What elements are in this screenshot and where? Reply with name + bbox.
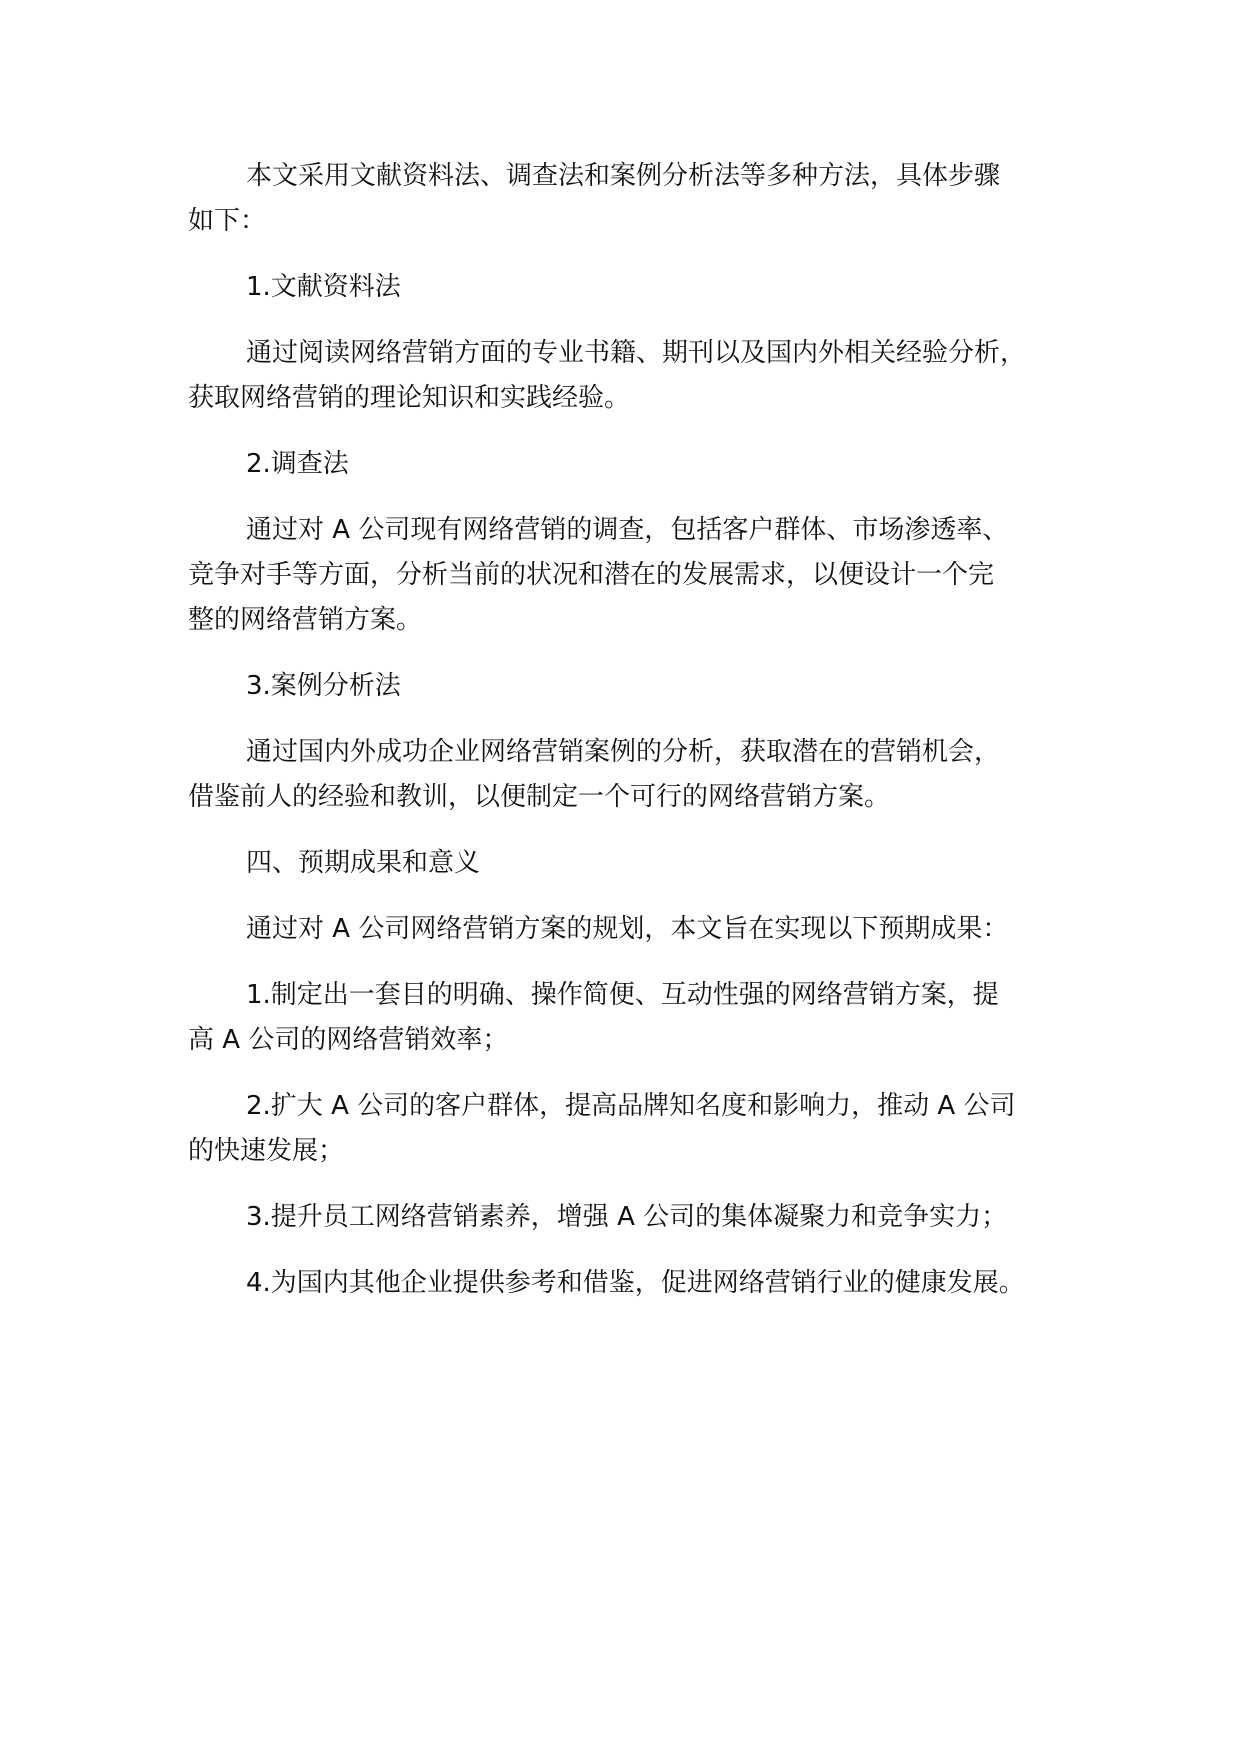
heading-expected-results [188,841,1088,886]
paragraph-line: 通过国内外成功企业网络营销案例的分析，获取潜在的营销机会， [246,737,1001,767]
paragraph-survey-method [188,508,1088,643]
document-body [188,154,1088,1306]
paragraph-line: 本文采用文献资料法、调查法和案例分析法等多种方法，具体步骤 [246,161,1001,191]
paragraph-line: 1.文献资料法 [246,272,401,302]
paragraph-line: 2.调查法 [246,449,349,479]
paragraph-line: 1.制定出一套目的明确、操作简便、互动性强的网络营销方案，提 [246,980,999,1010]
paragraph-line: 如下： [188,206,267,236]
paragraph-line: 整的网络营销方案。 [188,605,423,635]
heading-case-method [188,664,1088,709]
result-item-2 [188,1084,1088,1174]
heading-survey-method [188,442,1088,487]
result-item-3 [188,1195,1088,1240]
paragraph-line: 的快速发展； [188,1136,345,1166]
paragraph-expected-intro [188,907,1088,952]
paragraph-line: 四、预期成果和意义 [246,848,481,878]
result-item-4 [188,1261,1088,1306]
paragraph-line: 2.扩大 A 公司的客户群体，提高品牌知名度和影响力，推动 A 公司 [246,1091,1016,1121]
paragraph-literature-method [188,331,1088,421]
paragraph-line: 4.为国内其他企业提供参考和借鉴，促进网络营销行业的健康发展。 [246,1268,1025,1298]
paragraph-line: 通过对 A 公司现有网络营销的调查，包括客户群体、市场渗透率、 [246,515,1009,545]
paragraph-line: 获取网络营销的理论知识和实践经验。 [188,383,631,413]
paragraph-line: 3.提升员工网络营销素养，增强 A 公司的集体凝聚力和竞争实力； [246,1202,1008,1232]
paragraph-line: 高 A 公司的网络营销效率； [188,1025,509,1055]
heading-literature-method [188,265,1088,310]
result-item-1 [188,973,1088,1063]
paragraph-line: 借鉴前人的经验和教训，以便制定一个可行的网络营销方案。 [188,782,891,812]
paragraph-case-method [188,730,1088,820]
paragraph-methods-intro [188,154,1088,244]
paragraph-line: 3.案例分析法 [246,671,401,701]
paragraph-line: 竞争对手等方面，分析当前的状况和潜在的发展需求，以便设计一个完 [188,560,995,590]
paragraph-line: 通过对 A 公司网络营销方案的规划，本文旨在实现以下预期成果： [246,914,1009,944]
paragraph-line: 通过阅读网络营销方面的专业书籍、期刊以及国内外相关经验分析， [246,338,1027,368]
